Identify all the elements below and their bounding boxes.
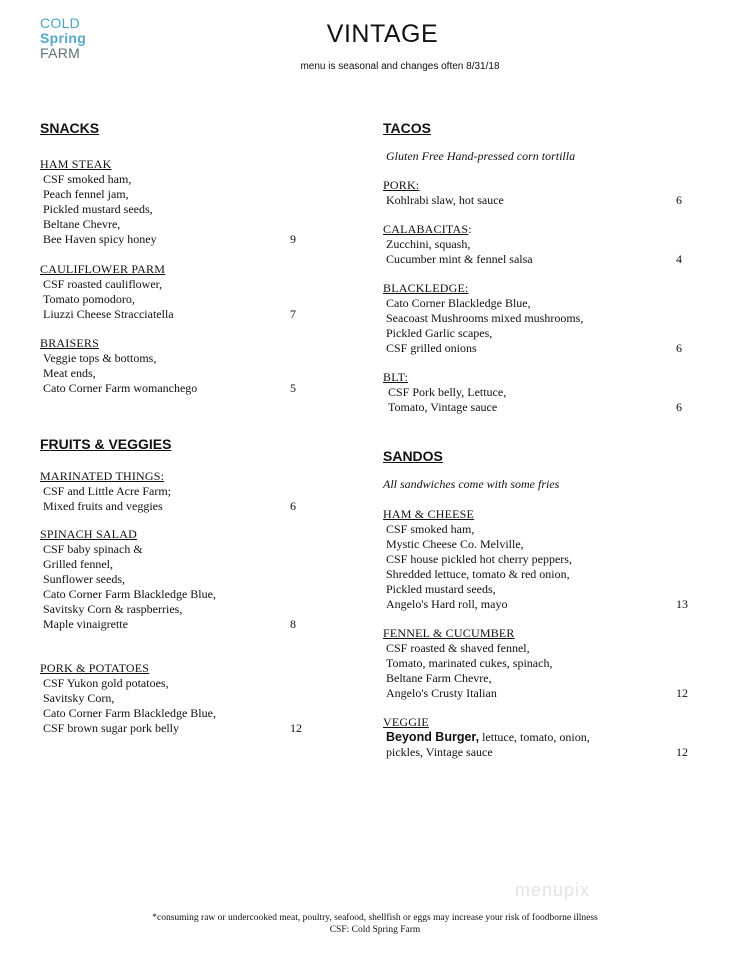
right-column — [383, 120, 695, 760]
item-line: Grilled fennel, — [43, 557, 113, 571]
item-line: Mystic Cheese Co. Melville, — [386, 537, 524, 551]
menu-item — [383, 281, 695, 356]
item-line: Angelo's Crusty Italian — [386, 686, 497, 700]
item-line: Cato Corner Blackledge Blue, — [386, 296, 531, 310]
item-line: Cucumber mint & fennel salsa — [386, 252, 533, 266]
section-title-fruits-veggies: FRUITS & VEGGIES — [40, 436, 172, 452]
item-price: 12 — [676, 745, 688, 759]
item-name: BLACKLEDGE: — [383, 281, 469, 295]
logo-line-1: COLD — [40, 15, 81, 31]
menu-item — [383, 507, 695, 612]
item-line: Zucchini, squash, — [386, 237, 471, 251]
menu-item — [40, 661, 310, 736]
item-line: CSF baby spinach & — [43, 542, 143, 556]
item-line: CSF grilled onions — [386, 341, 477, 355]
menu-item — [383, 178, 695, 208]
item-price: 7 — [290, 307, 296, 321]
item-line: Sunflower seeds, — [43, 572, 125, 586]
item-line — [386, 730, 695, 745]
item-price: 8 — [290, 617, 296, 631]
item-line: CSF Pork belly, Lettuce, — [388, 385, 507, 399]
item-price: 4 — [676, 252, 682, 266]
item-price: 5 — [290, 381, 296, 395]
item-price: 12 — [676, 686, 688, 700]
item-line: CSF roasted cauliflower, — [43, 277, 163, 291]
item-price: 6 — [676, 400, 682, 414]
item-line: Kohlrabi slaw, hot sauce — [386, 193, 504, 207]
tacos-note: Gluten Free Hand-pressed corn tortilla — [386, 149, 576, 163]
footer-csf-note: CSF: Cold Spring Farm — [329, 925, 421, 935]
item-line: Cato Corner Farm Blackledge Blue, — [43, 587, 216, 601]
item-line: Cato Corner Farm womanchego — [43, 381, 198, 395]
item-line: CSF house pickled hot cherry peppers, — [386, 552, 572, 566]
menupix-watermark: menupix — [515, 880, 591, 900]
item-line: Savitsky Corn, — [43, 691, 115, 705]
item-line: Maple vinaigrette — [43, 617, 128, 631]
item-line: Bee Haven spicy honey — [43, 232, 157, 246]
item-name: HAM & CHEESE — [383, 507, 475, 521]
item-price: 6 — [676, 341, 682, 355]
item-line: CSF smoked ham, — [43, 172, 132, 186]
item-name: PORK & POTATOES — [40, 661, 150, 675]
menu-item — [40, 336, 310, 396]
item-lead-rest: lettuce, tomato, onion, — [479, 730, 590, 744]
item-line: Cato Corner Farm Blackledge Blue, — [43, 706, 216, 720]
item-name: HAM STEAK — [40, 157, 112, 171]
item-line: Beltane Chevre, — [43, 217, 121, 231]
item-line: Shredded lettuce, tomato & red onion, — [386, 567, 570, 581]
menu-subtitle: menu is seasonal and changes often 8/31/18 — [300, 61, 500, 72]
item-name: MARINATED THINGS: — [40, 469, 165, 483]
item-name-text: CALABACITAS — [383, 222, 469, 236]
section-title-tacos: TACOS — [383, 120, 431, 136]
item-price: 12 — [290, 721, 302, 735]
menu-item — [40, 157, 310, 247]
logo-line-2: Spring — [40, 30, 87, 46]
item-price: 6 — [676, 193, 682, 207]
logo-line-3: FARM — [40, 45, 81, 61]
item-line: Savitsky Corn & raspberries, — [43, 602, 183, 616]
menu-item — [383, 222, 695, 267]
menu-item — [40, 262, 310, 322]
menu-item — [383, 715, 695, 760]
section-title-snacks: SNACKS — [40, 120, 100, 136]
section-title-sandos: SANDOS — [383, 448, 443, 464]
item-line: Seacoast Mushrooms mixed mushrooms, — [386, 311, 584, 325]
item-line: Beltane Farm Chevre, — [386, 671, 492, 685]
item-line: Tomato, marinated cukes, spinach, — [386, 656, 553, 670]
item-line: CSF smoked ham, — [386, 522, 475, 536]
item-price: 6 — [290, 499, 296, 513]
item-line: Tomato, Vintage sauce — [388, 400, 498, 414]
item-name: CAULIFLOWER PARM — [40, 262, 166, 276]
item-name — [383, 222, 695, 237]
item-line: Veggie tops & bottoms, — [43, 351, 157, 365]
menu-title: VINTAGE — [326, 20, 439, 48]
item-name: PORK: — [383, 178, 420, 192]
item-line: Pickled mustard seeds, — [43, 202, 153, 216]
item-line: CSF roasted & shaved fennel, — [386, 641, 530, 655]
item-line: CSF Yukon gold potatoes, — [43, 676, 169, 690]
item-name: FENNEL & CUCUMBER — [383, 626, 515, 640]
item-line: Liuzzi Cheese Stracciatella — [43, 307, 174, 321]
menu-item — [383, 370, 695, 415]
item-price: 13 — [676, 597, 688, 611]
menu-item — [383, 626, 695, 701]
menu-item — [40, 469, 310, 514]
item-line: Peach fennel jam, — [43, 187, 129, 201]
item-name: BRAISERS — [40, 336, 99, 350]
item-name: VEGGIE — [383, 715, 429, 729]
item-name: SPINACH SALAD — [40, 527, 137, 541]
item-line: Pickled mustard seeds, — [386, 582, 496, 596]
left-column — [40, 120, 310, 736]
item-name: BLT: — [383, 370, 409, 384]
item-line: CSF and Little Acre Farm; — [43, 484, 171, 498]
item-price: 9 — [290, 232, 296, 246]
item-line: Angelo's Hard roll, mayo — [386, 597, 508, 611]
item-line: Meat ends, — [43, 366, 96, 380]
item-line: CSF brown sugar pork belly — [43, 721, 179, 735]
menu-item — [40, 527, 310, 632]
item-line: Pickled Garlic scapes, — [386, 326, 493, 340]
item-name-suffix: : — [468, 222, 472, 236]
item-line: pickles, Vintage sauce — [386, 745, 493, 759]
item-bold-lead: Beyond Burger, — [386, 730, 480, 744]
footer — [0, 912, 750, 936]
footer-disclaimer: *consuming raw or undercooked meat, poultry, seafood, shellfish or eggs may increase your risk of foodborne illness — [152, 913, 598, 923]
item-line: Mixed fruits and veggies — [43, 499, 163, 513]
item-line: Tomato pomodoro, — [43, 292, 135, 306]
sandos-note: All sandwiches come with some fries — [383, 477, 560, 491]
